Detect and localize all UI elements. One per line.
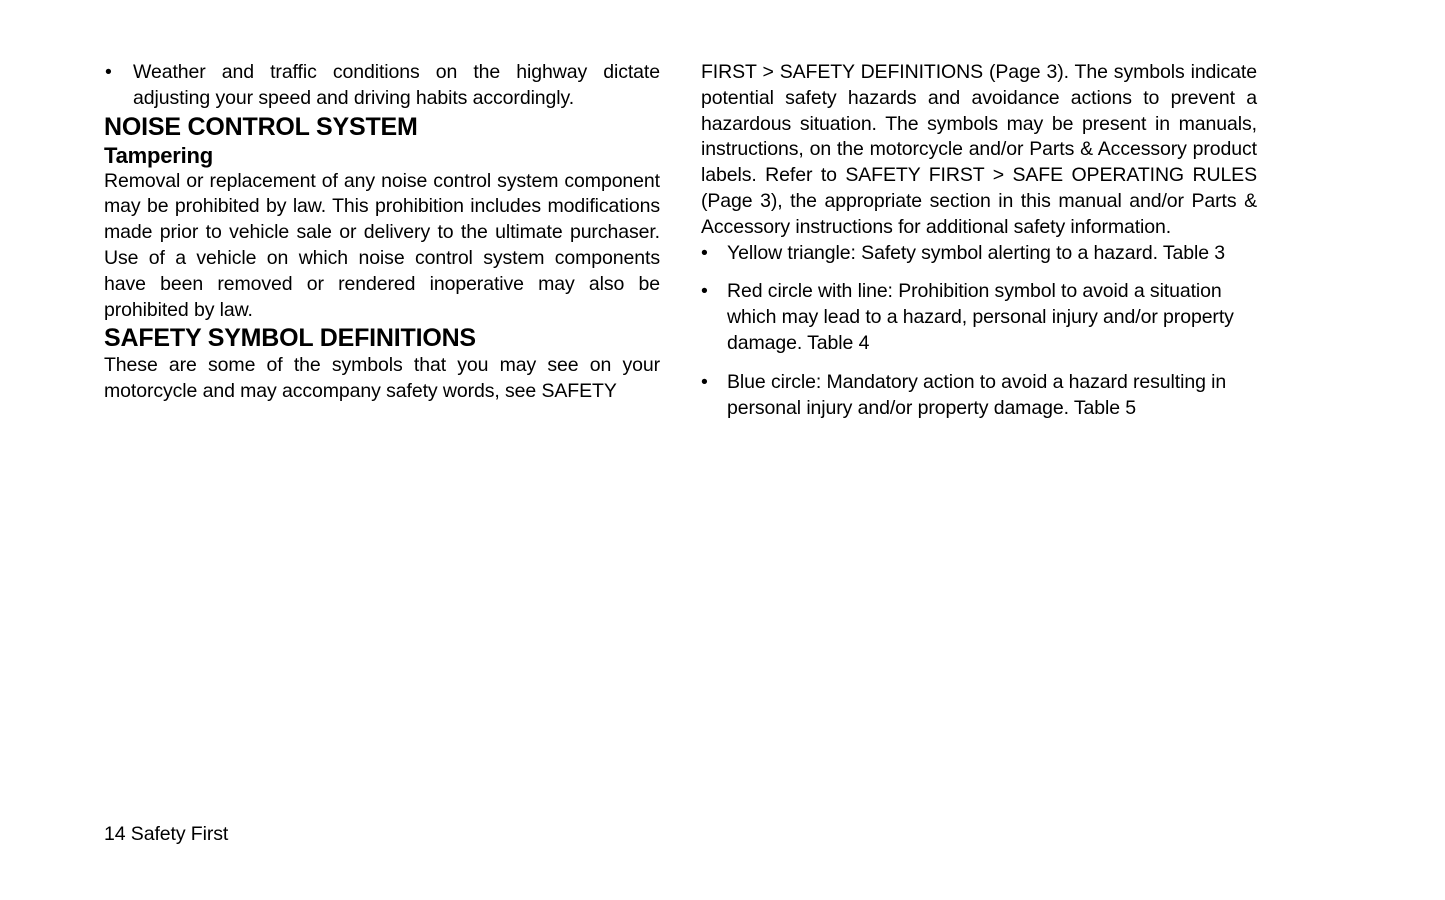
heading-noise-control-system: NOISE CONTROL SYSTEM bbox=[104, 112, 418, 141]
paragraph-safety-symbol-intro: These are some of the symbols that you may see on your motorcycle and may accompany safety words, see SAFETY bbox=[104, 354, 660, 403]
bullet-icon: • bbox=[701, 241, 708, 264]
paragraph-tampering: Removal or replacement of any noise control system component may be prohibited by law. This prohibition includes modifications made prior to vehicle sale or delivery to the ultimate purchaser. Use of a vehicle on which noise control system components have been removed or rendered inoperative may also be prohibited by law. bbox=[104, 169, 660, 321]
bullet-icon: • bbox=[701, 370, 708, 393]
list-item bbox=[701, 241, 1257, 267]
left-text-column bbox=[104, 60, 660, 421]
safety-symbol-bullet-list bbox=[701, 241, 1257, 422]
heading-safety-symbol-definitions: SAFETY SYMBOL DEFINITIONS bbox=[104, 324, 476, 353]
highway-conditions-bullet-list bbox=[104, 60, 660, 112]
page-footer: 14 Safety First bbox=[104, 823, 229, 845]
bullet-icon: • bbox=[701, 280, 708, 303]
list-item-text: Yellow triangle: Safety symbol alerting to a hazard. Table 3 bbox=[727, 241, 1226, 264]
list-item bbox=[701, 279, 1257, 356]
list-item bbox=[701, 370, 1257, 422]
list-item-text: Weather and traffic conditions on the highway dictate adjusting your speed and driving habits accordingly. bbox=[133, 61, 660, 109]
two-column-text-body bbox=[104, 60, 1257, 421]
list-item bbox=[104, 60, 660, 112]
list-item-text: Red circle with line: Prohibition symbol to avoid a situation which may lead to a hazard, personal injury and/or property damage. Table 4 bbox=[727, 280, 1234, 354]
bullet-icon: • bbox=[105, 61, 112, 83]
paragraph-safety-symbol-continued: FIRST > SAFETY DEFINITIONS (Page 3). The symbols indicate potential safety hazards and avoidance actions to prevent a hazardous situation. The symbols may be present in manuals, instructions, on the motorcycle and/or Parts & Accessory product labels. Refer to SAFETY FIRST > SAFE OPERATING RULES (Page 3), the appropriate section in this manual and/or Parts & Accessory instructions for additional safety information. bbox=[701, 61, 1257, 238]
right-text-column bbox=[701, 60, 1257, 421]
subheading-tampering: Tampering bbox=[104, 142, 214, 168]
list-item-text: Blue circle: Mandatory action to avoid a hazard resulting in personal injury and/or property damage. Table 5 bbox=[727, 370, 1227, 419]
